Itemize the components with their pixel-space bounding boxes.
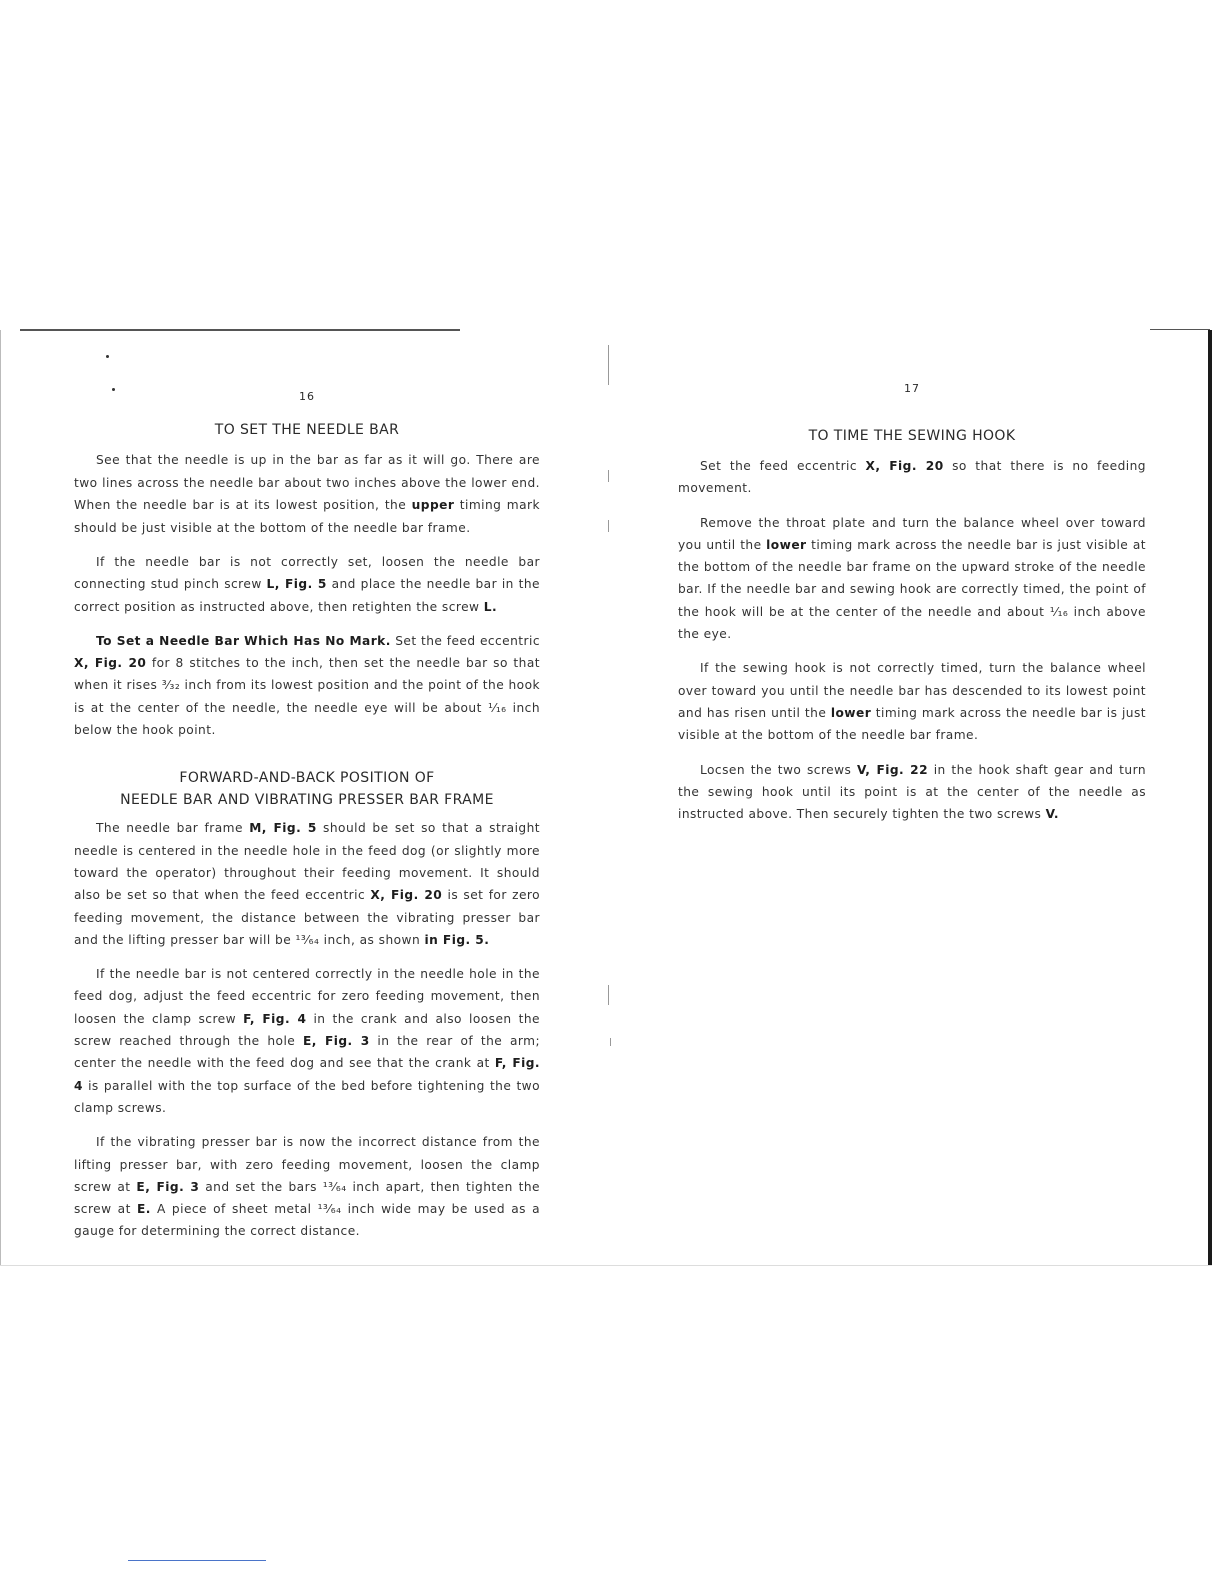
paragraph: If the sewing hook is not correctly timed, turn the balance wheel over toward you until the needle bar has descended to its lowest point and has risen until the lower timing mark across the needle bar is just visible at the bottom of the needle bar frame. bbox=[678, 661, 1146, 743]
scan-edge-left bbox=[0, 330, 1, 1265]
right-page bbox=[678, 330, 1146, 825]
paragraph: If the needle bar is not centered correctly in the needle hole in the feed dog, adjust the feed eccentric for zero feeding movement, then loosen the clamp screw F, Fig. 4 in the crank and also loosen the screw reached through the hole E, Fig. 3 in the rear of the arm; center the needle with the feed dog and see that the crank at F, Fig. 4 is parallel with the top surface of the bed before tightening the two clamp screws. bbox=[74, 967, 541, 1115]
page-number: 16 bbox=[299, 390, 315, 403]
blue-underline bbox=[128, 1560, 266, 1561]
paragraph: Remove the throat plate and turn the balance wheel over toward you until the lower timing mark across the needle bar is just visible at the bottom of the needle bar frame on the upward stroke of the needle bar. If the needle bar and sewing hook are correctly timed, the point of the hook will be at the center of the needle and about ¹⁄₁₆ inch above the eye. bbox=[678, 515, 1146, 642]
paragraph: See that the needle is up in the bar as far as it will go. There are two lines across the needle bar about two inches above the lower end. When the needle bar is at its lowest position, the upper timing mark should be just visible at the bottom of the needle bar frame. bbox=[74, 453, 540, 535]
paragraph: Set the feed eccentric X, Fig. 20 so that there is no feeding movement. bbox=[678, 459, 1146, 496]
section-title: TO SET THE NEEDLE BAR bbox=[214, 422, 400, 438]
section-title: TO TIME THE SEWING HOOK bbox=[808, 428, 1016, 444]
paragraph: The needle bar frame M, Fig. 5 should be set so that a straight needle is centered in the needle hole in the feed dog (or slightly more toward the operator) throughout their feeding movement. It should also be set so that when the feed eccentric X, Fig. 20 is set for zero feeding movement, the distance between the vibrating presser bar and the lifting presser bar will be ¹³⁄₆₄ inch, as shown in Fig. 5. bbox=[74, 821, 541, 947]
scan-edge-bottom bbox=[0, 1265, 1212, 1266]
paragraph: Locsen the two screws V, Fig. 22 in the hook shaft gear and turn the sewing hook until its point is at the center of the needle as instructed above. Then securely tighten the two screws V. bbox=[678, 762, 1147, 822]
gutter-mark bbox=[608, 470, 609, 482]
scan-edge-right bbox=[1208, 330, 1212, 1265]
gutter-mark bbox=[608, 985, 609, 1005]
section-title: FORWARD-AND-BACK POSITION OF bbox=[179, 770, 435, 787]
gutter-mark bbox=[608, 520, 609, 532]
gutter-mark bbox=[608, 345, 609, 385]
scan-edge-top-right bbox=[1150, 329, 1210, 330]
page-number: 17 bbox=[904, 382, 920, 395]
left-page bbox=[74, 330, 540, 1243]
paragraph: To Set a Needle Bar Which Has No Mark. Set the feed eccentric X, Fig. 20 for 8 stitches to the inch, then set the needle bar so that when it rises ³⁄₃₂ inch from its lowest position and the point of the hook is at the center of the needle, the needle eye will be about ¹⁄₁₆ inch below the hook point. bbox=[74, 633, 540, 738]
paragraph: If the vibrating presser bar is now the incorrect distance from the lifting presser bar, with zero feeding movement, loosen the clamp screw at E, Fig. 3 and set the bars ¹³⁄₆₄ inch apart, then tighten the screw at E. A piece of sheet metal ¹³⁄₆₄ inch wide may be used as a gauge for determining the correct distance. bbox=[74, 1135, 540, 1239]
paragraph: If the needle bar is not correctly set, loosen the needle bar connecting stud pinch screw L, Fig. 5 and place the needle bar in the correct position as instructed above, then retighten the screw L. bbox=[74, 555, 540, 614]
gutter-mark bbox=[610, 1038, 611, 1046]
section-title: NEEDLE BAR AND VIBRATING PRESSER BAR FRAME bbox=[120, 792, 494, 809]
